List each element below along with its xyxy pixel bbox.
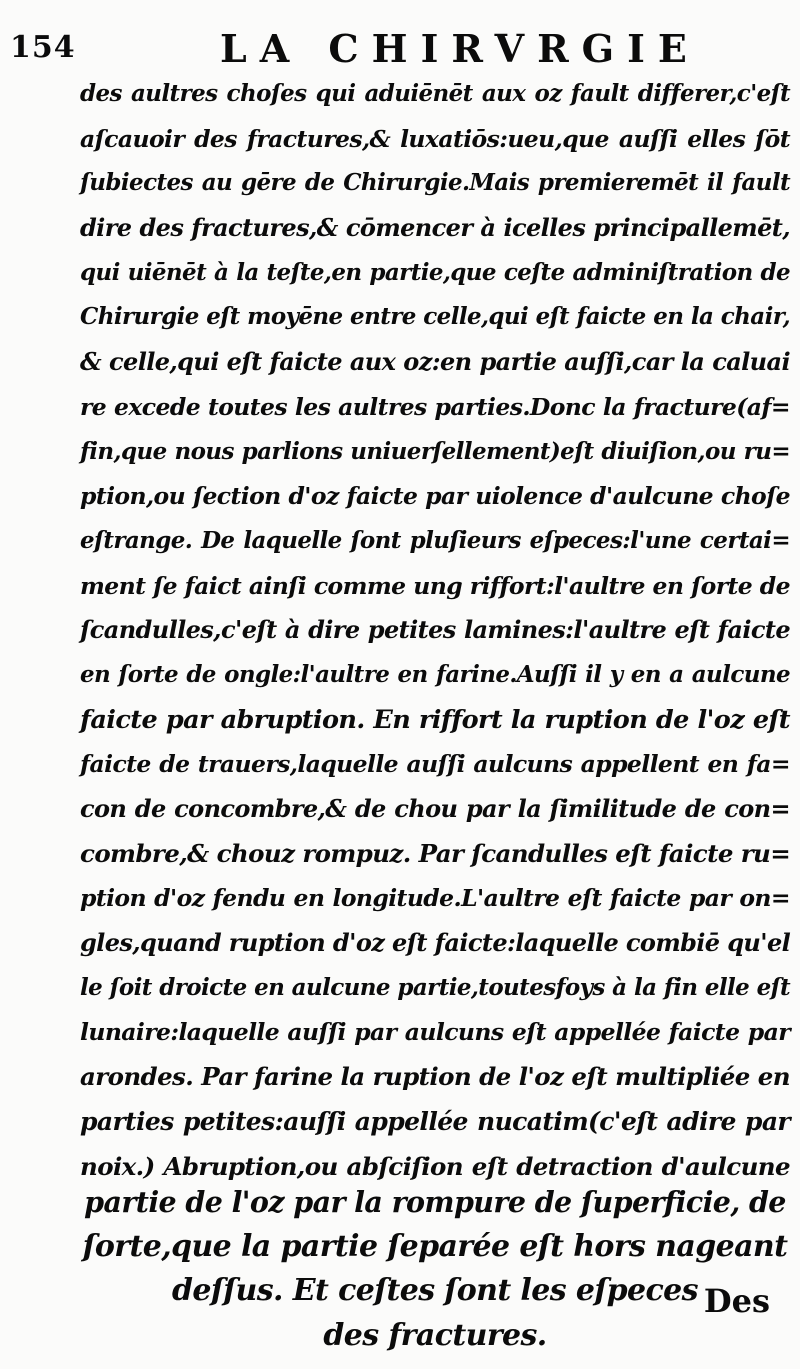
text-line: faicte de trauers,laquelle auſſi aulcuns appellent en fa= bbox=[80, 750, 790, 779]
catchword: Des bbox=[703, 1282, 770, 1320]
text-line: qui uiēnēt à la teſte,en partie,que ceſte adminiſtration de bbox=[80, 258, 790, 286]
text-line: faicte par abruption. En riffort la ruption de l'oz eſt bbox=[80, 704, 790, 735]
text-line: Chirurgie eſt moyēne entre celle,qui eſt faicte en la chair, bbox=[80, 303, 790, 331]
text-line: le ſoit droicte en aulcune partie,toutesfoys à la fin elle eſt bbox=[80, 973, 790, 1001]
text-line: partie de l'oz par la rompure de ſuperficie, de bbox=[84, 1185, 786, 1219]
text-line: arondes. Par farine la ruption de l'oz eſt multipliée en bbox=[80, 1062, 790, 1092]
body-text bbox=[80, 72, 791, 1354]
text-line: ment ſe faict ainſi comme ung riffort:l'aultre en ſorte de bbox=[80, 571, 790, 600]
text-line: re excede toutes les aultres parties.Donc la fracture(af= bbox=[80, 392, 790, 421]
text-line: & celle,qui eſt faicte aux oz:en partie auſſi,car la caluai bbox=[80, 347, 790, 377]
text-line: en ſorte de ongle:l'aultre en farine.Auſſi il y en a aulcune bbox=[80, 660, 790, 688]
running-title: LA CHIRVRGIE bbox=[220, 26, 700, 71]
text-line: eſtrange. De laquelle ſont pluſieurs eſpeces:l'une certai= bbox=[80, 526, 790, 554]
closing-paragraph bbox=[80, 1180, 790, 1359]
text-line: ption d'oz fendu en longitude.L'aultre eſt faicte par on= bbox=[80, 884, 790, 913]
text-line: ſorte,que la partie ſeparée eſt hors nageant bbox=[82, 1228, 788, 1264]
text-line: des aultres choſes qui aduiēnēt aux oz fault differer,c'eſt bbox=[80, 80, 790, 107]
text-line: ption,ou ſection d'oz faicte par uiolence d'aulcune choſe bbox=[80, 482, 790, 511]
text-line: ſubiectes au gēre de Chirurgie.Mais premieremēt il fault bbox=[80, 169, 790, 197]
text-line: noix.) Abruption,ou abſciſion eſt detraction d'aulcune bbox=[80, 1151, 790, 1181]
text-line: parties petites:auſſi appellée nucatim(c'eſt adire par bbox=[80, 1106, 790, 1136]
text-line: combre,& chouz rompuz. Par ſcandulles eſt faicte ru= bbox=[80, 838, 791, 868]
text-line: gles,quand ruption d'oz eſt faicte:laquelle combiē qu'el bbox=[80, 928, 791, 958]
text-line: aſcauoir des fractures,& luxatiōs:ueu,que auſſi elles ſōt bbox=[80, 124, 790, 153]
text-line: fin,que nous parlions uniuerſellement)eſt diuiſion,ou ru= bbox=[80, 437, 790, 465]
page-header bbox=[10, 24, 780, 74]
text-line: ſcandulles,c'eſt à dire petites lamines:l'aultre eſt faicte bbox=[80, 615, 790, 645]
text-line: lunaire:laquelle auſſi par aulcuns eſt appellée faicte par bbox=[80, 1018, 790, 1047]
text-line: con de concombre,& de chou par la ſimilitude de con= bbox=[80, 794, 790, 823]
text-line: des fractures. bbox=[323, 1318, 547, 1354]
text-line: deſſus. Et ceſtes ſont les eſpeces bbox=[172, 1273, 698, 1309]
page-number: 154 bbox=[10, 30, 76, 65]
text-line: dire des fractures,& cōmencer à icelles principallemēt, bbox=[80, 213, 790, 243]
